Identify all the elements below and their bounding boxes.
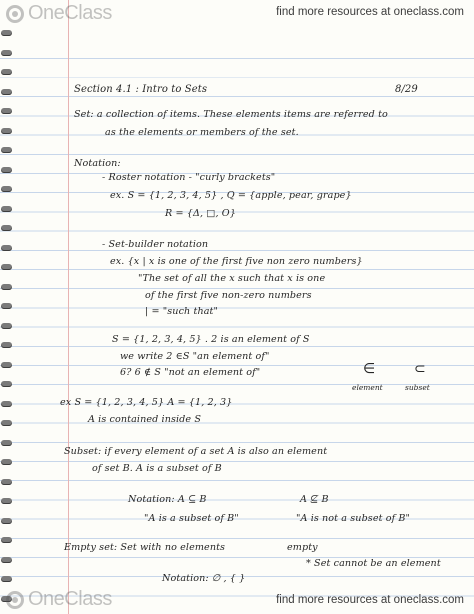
- spiral-hole: [1, 186, 12, 192]
- find-resources-link-bottom[interactable]: find more resources at oneclass.com: [276, 594, 464, 606]
- spiral-hole: [1, 284, 12, 290]
- spiral-hole: [1, 537, 12, 543]
- spiral-hole: [1, 128, 12, 134]
- such-that-note: | = "such that": [145, 306, 219, 317]
- spiral-hole: [1, 225, 12, 231]
- element-symbol: ∈: [363, 361, 376, 377]
- roster-example-2: R = {Δ, □, O}: [165, 208, 236, 219]
- spiral-hole: [1, 245, 12, 251]
- subset-definition-2: of set B. A is a subset of B: [92, 463, 222, 474]
- spiral-hole: [1, 206, 12, 212]
- subset-definition-1: Subset: if every element of a set A is also an element: [64, 446, 328, 457]
- set-builder-heading: - Set-builder notation: [102, 239, 209, 250]
- empty-word: empty: [287, 542, 318, 553]
- logo-text: OneClass: [28, 2, 112, 24]
- set-definition-line-2: as the elements or members of the set.: [105, 127, 299, 138]
- empty-set-note: * Set cannot be an element: [306, 558, 441, 569]
- not-subset-quote: "A is not a subset of B": [296, 513, 411, 524]
- empty-set-notation: Notation: ∅ , { }: [162, 573, 246, 584]
- margin-line: [68, 0, 69, 614]
- subset-quote: "A is a subset of B": [144, 513, 239, 524]
- spiral-hole: [1, 89, 12, 95]
- logo-text: OneClass: [28, 588, 112, 610]
- roster-example: ex. S = {1, 2, 3, 4, 5} , Q = {apple, pear, grape}: [110, 190, 352, 201]
- notation-heading: Notation:: [74, 158, 121, 169]
- subset-notation: Notation: A ⊆ B: [128, 494, 207, 505]
- element-line: S = {1, 2, 3, 4, 5} . 2 is an element of S: [112, 334, 310, 345]
- spiral-hole: [1, 576, 12, 582]
- spiral-hole: [1, 264, 12, 270]
- element-write: we write 2 ∈S "an element of": [120, 351, 270, 362]
- element-caption: element: [352, 383, 383, 392]
- set-builder-quote-2: of the first five non-zero numbers: [145, 290, 312, 301]
- date: 8/29: [395, 84, 418, 95]
- empty-set-definition: Empty set: Set with no elements: [64, 542, 226, 553]
- set-builder-example: ex. {x | x is one of the first five non zero numbers}: [110, 256, 363, 267]
- oneclass-logo-icon: [6, 591, 24, 609]
- spiral-hole: [1, 420, 12, 426]
- spiral-hole: [1, 323, 12, 329]
- spiral-hole: [1, 30, 12, 36]
- section-title: Section 4.1 : Intro to Sets: [74, 84, 208, 95]
- spiral-binding: [0, 0, 16, 614]
- set-definition-line-1: Set: a collection of items. These elements items are referred to: [74, 109, 388, 120]
- set-builder-quote-1: "The set of all the x such that x is one: [138, 273, 326, 284]
- spiral-hole: [1, 147, 12, 153]
- spiral-hole: [1, 381, 12, 387]
- spiral-hole: [1, 557, 12, 563]
- spiral-hole: [1, 498, 12, 504]
- oneclass-logo-top: [6, 2, 112, 25]
- not-subset-notation: A ⊈ B: [300, 494, 329, 505]
- find-resources-link-top[interactable]: find more resources at oneclass.com: [276, 6, 464, 18]
- spiral-hole: [1, 518, 12, 524]
- contained-note: A is contained inside S: [88, 414, 202, 425]
- spiral-hole: [1, 50, 12, 56]
- roster-notation: - Roster notation - "curly brackets": [102, 172, 276, 183]
- spiral-hole: [1, 440, 12, 446]
- spiral-hole: [1, 303, 12, 309]
- spiral-hole: [1, 342, 12, 348]
- spiral-hole: [1, 108, 12, 114]
- spiral-hole: [1, 401, 12, 407]
- subset-symbol: ⊂: [414, 361, 426, 377]
- oneclass-logo-icon: [6, 5, 24, 23]
- subset-caption: subset: [405, 383, 430, 392]
- spiral-hole: [1, 459, 12, 465]
- spiral-hole: [1, 69, 12, 75]
- spiral-hole: [1, 167, 12, 173]
- example-sets: ex S = {1, 2, 3, 4, 5} A = {1, 2, 3}: [60, 397, 233, 408]
- spiral-hole: [1, 362, 12, 368]
- not-element: 6? 6 ∉ S "not an element of": [120, 367, 261, 378]
- oneclass-logo-bottom: [6, 588, 112, 611]
- spiral-hole: [1, 479, 12, 485]
